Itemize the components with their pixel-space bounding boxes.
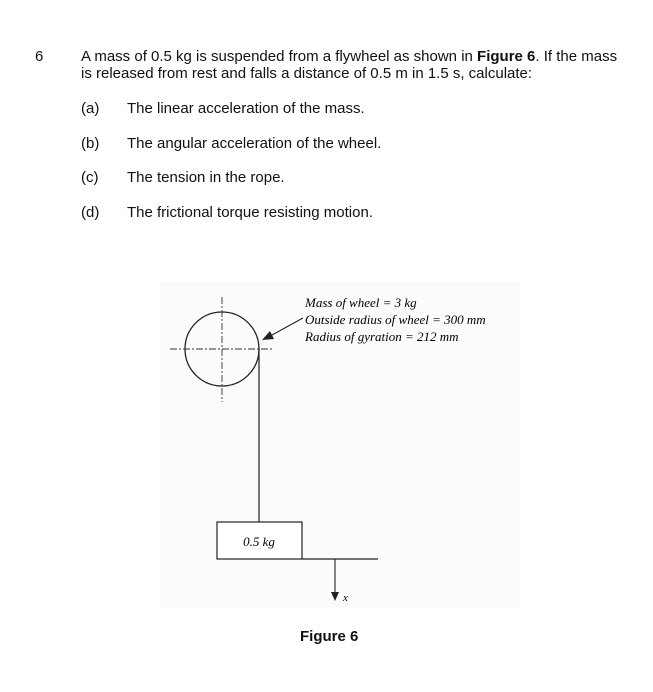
part-label: (a) [81,100,100,117]
annotation-radius-of-gyration: Radius of gyration = 212 mm [305,329,459,344]
figure-caption: Figure 6 [300,628,359,645]
part-text: The angular acceleration of the wheel. [127,135,382,152]
part-label: (d) [81,204,100,221]
figure-reference: Figure 6 [477,48,536,65]
direction-label: x [343,592,348,604]
part-label: (c) [81,169,99,186]
stem-text-2: . If the mass is released from rest and falls a distance of 0.5 m in 1.5 s, calculate: [81,48,618,82]
question-number: 6 [35,48,44,65]
stem-text-1: A mass of 0.5 kg is suspended from a flywheel as shown in [81,48,478,65]
part-label: (b) [81,135,100,152]
annotation-mass-of-wheel: Mass of wheel = 3 kg [305,295,417,310]
annotation-outside-radius: Outside radius of wheel = 300 mm [305,312,486,327]
part-text: The linear acceleration of the mass. [127,100,365,117]
mass-label: 0.5 kg [243,534,275,549]
part-text: The frictional torque resisting motion. [127,204,373,221]
part-text: The tension in the rope. [127,169,285,186]
